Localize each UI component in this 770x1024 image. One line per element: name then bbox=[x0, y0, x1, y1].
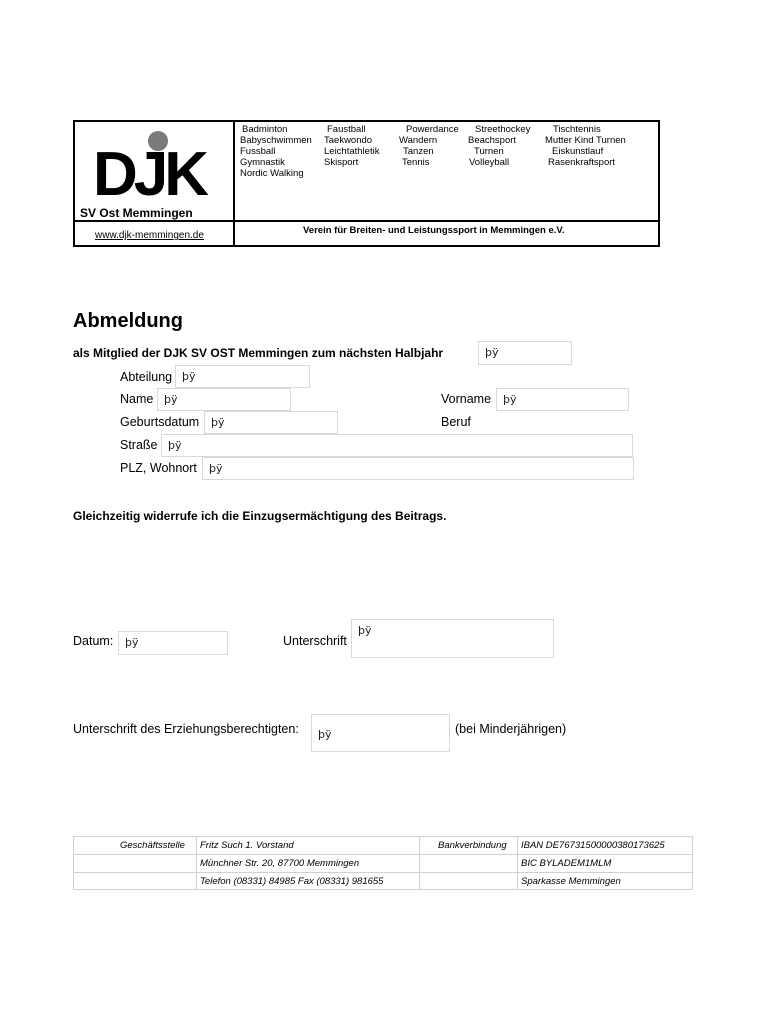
geburtsdatum-field[interactable]: þÿ bbox=[204, 411, 338, 434]
plz-wohnort-label: PLZ, Wohnort bbox=[120, 461, 197, 475]
sport-nordic-walking: Nordic Walking bbox=[240, 168, 304, 179]
footer-bank-line: BIC BYLADEM1MLM bbox=[521, 858, 612, 869]
plz-wohnort-field[interactable]: þÿ bbox=[202, 457, 634, 480]
footer-address-line: Telefon (08331) 84985 Fax (08331) 981655 bbox=[200, 876, 384, 887]
strasse-label: Straße bbox=[120, 438, 158, 452]
footer-bank-line: Sparkasse Memmingen bbox=[521, 876, 621, 887]
sport-tennis: Tennis bbox=[402, 157, 430, 168]
beruf-label: Beruf bbox=[441, 415, 471, 429]
sport-tischtennis: Tischtennis bbox=[553, 124, 601, 135]
bankverbindung-label: Bankverbindung bbox=[438, 840, 507, 851]
unterschrift-label: Unterschrift bbox=[283, 634, 347, 648]
sport-tanzen: Tanzen bbox=[403, 146, 434, 157]
sport-skisport: Skisport bbox=[324, 157, 359, 168]
abteilung-field[interactable]: þÿ bbox=[175, 365, 310, 388]
letterhead-divider-horizontal bbox=[75, 220, 660, 222]
footer-bank-line: IBAN DE76731500000380173625 bbox=[521, 840, 665, 851]
form-subtitle: als Mitglied der DJK SV OST Memmingen zum nächsten Halbjahr bbox=[73, 346, 444, 360]
abteilung-label: Abteilung bbox=[120, 370, 173, 384]
sport-turnen: Turnen bbox=[474, 146, 504, 157]
sport-fussball: Fussball bbox=[240, 146, 276, 157]
footer-col-divider bbox=[196, 837, 197, 889]
revocation-statement: Gleichzeitig widerrufe ich die Einzugsermächtigung des Beitrags. bbox=[73, 509, 447, 523]
footer-col-divider bbox=[419, 837, 420, 889]
sport-streethockey: Streethockey bbox=[475, 124, 531, 135]
club-name: SV Ost Memmingen bbox=[80, 206, 193, 220]
halbjahr-field[interactable]: þÿ bbox=[478, 341, 572, 365]
footer-address-line: Münchner Str. 20, 87700 Memmingen bbox=[200, 858, 360, 869]
minderjaehrige-note: (bei Minderjährigen) bbox=[455, 722, 567, 736]
sport-beachsport: Beachsport bbox=[468, 135, 517, 146]
footer-row-divider bbox=[74, 872, 692, 873]
sport-eiskunstlauf: Eiskunstlauf bbox=[552, 146, 604, 157]
logo-text: DJK bbox=[93, 140, 206, 205]
unterschrift-field[interactable]: þÿ bbox=[351, 619, 554, 658]
name-label: Name bbox=[120, 392, 154, 406]
vorname-field[interactable]: þÿ bbox=[496, 388, 629, 411]
sport-babyschwimmen: Babyschwimmen bbox=[240, 135, 312, 146]
form-title: Abmeldung bbox=[73, 310, 183, 332]
sport-badminton: Badminton bbox=[242, 124, 288, 135]
footer-table bbox=[73, 836, 693, 890]
footer-address-line: Fritz Such 1. Vorstand bbox=[200, 840, 294, 851]
vorname-label: Vorname bbox=[441, 392, 492, 406]
sport-taekwondo: Taekwondo bbox=[324, 135, 373, 146]
datum-label: Datum: bbox=[73, 634, 114, 648]
club-slogan: Verein für Breiten- und Leistungssport in Memmingen e.V. bbox=[303, 225, 565, 236]
club-website-link[interactable]: www.djk-memmingen.de bbox=[95, 230, 204, 241]
sport-volleyball: Volleyball bbox=[469, 157, 510, 168]
strasse-field[interactable]: þÿ bbox=[161, 434, 633, 457]
djk-logo bbox=[93, 127, 223, 205]
footer-row-divider bbox=[74, 854, 692, 855]
sport-leichtathletik: Leichtathletik bbox=[324, 146, 380, 157]
erziehungsberechtigter-field[interactable]: þÿ bbox=[311, 714, 450, 752]
sport-faustball: Faustball bbox=[327, 124, 366, 135]
geschaeftsstelle-label: Geschäftsstelle bbox=[120, 840, 185, 851]
footer-col-divider bbox=[517, 837, 518, 889]
erziehungsberechtigter-label: Unterschrift des Erziehungsberechtigten: bbox=[73, 722, 299, 736]
geburtsdatum-label: Geburtsdatum bbox=[120, 415, 200, 429]
name-field[interactable]: þÿ bbox=[157, 388, 291, 411]
sport-wandern: Wandern bbox=[399, 135, 438, 146]
sport-rasenkraftsport: Rasenkraftsport bbox=[548, 157, 616, 168]
sport-gymnastik: Gymnastik bbox=[240, 157, 285, 168]
sport-powerdance: Powerdance bbox=[406, 124, 459, 135]
sport-mutter-kind-turnen: Mutter Kind Turnen bbox=[545, 135, 626, 146]
letterhead-divider-vertical bbox=[233, 122, 235, 247]
letterhead bbox=[73, 120, 660, 247]
datum-field[interactable]: þÿ bbox=[118, 631, 228, 655]
